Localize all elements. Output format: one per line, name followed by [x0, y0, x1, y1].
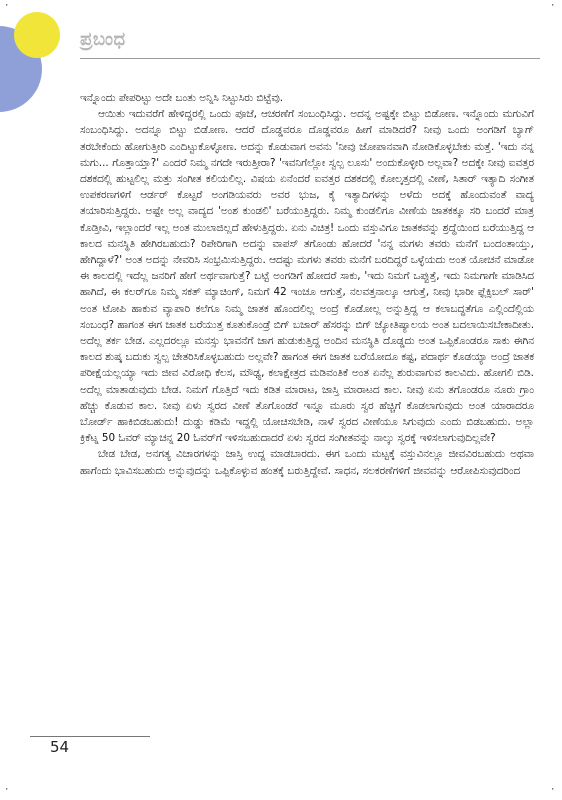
decorative-yellow-circle	[14, 12, 60, 58]
crop-mark-icon: ·	[550, 1, 556, 11]
paragraph: ಇನ್ನೊಂದು ಪೇಪರಿಟ್ಟು ಅದೇ ಬಂತು ಅನ್ನಿಸಿ ನಿಟ್ಟುಸಿರು ಬಿಟ್ಟೆವು.	[80, 92, 284, 104]
paragraph: ಬೇಡ ಬೇಡ, ಅನಗತ್ಯ ವಿಚಾರಗಳನ್ನು ಜಾಸ್ತಿ ಉದ್ದ ಮಾಡಬಾರದು. ಈಗ ಒಂದು ಮಟ್ಟಕ್ಕೆ ವಸ್ತುವಿನಲ್ಲೂ ಜೀವವಿರಬಹುದು ಅಥವಾ ಹಾಗೆಂದು ಭಾವಿಸಬಹುದು ಅನ್ನುವುದನ್ನು ಒಪ್ಪಿಕೊಳ್ಳುವ ಹಂತಕ್ಕೆ ಬರುತ್ತಿದ್ದೇವೆ. ಸಾಧನ, ಸಲಕರಣೆಗಳಿಗೆ ಜೀವವನ್ನು ಆರೋಪಿಸುವುದರಿಂದ	[80, 448, 534, 477]
header-divider	[80, 58, 540, 59]
crop-mark-icon: ·	[4, 785, 10, 795]
crop-mark-icon: ·	[550, 785, 556, 795]
section-title: ಪ್ರಬಂಧ	[80, 29, 126, 50]
footer-divider	[30, 736, 150, 737]
paragraph: ಆಯಿತು ಇದುವರೆಗೆ ಹೇಳಿದ್ದರಲ್ಲಿ ಒಂದು ಪೂಜೆ, ಆಚರಣೆಗೆ ಸಂಬಂಧಿಸಿದ್ದು. ಅದನ್ನ ಅಷ್ಟಕ್ಕೇ ಬಿಟ್ಟು ಬಿಡೋಣ. ಇನ್ನೊಂದು ಮಗುವಿಗೆ ಸಂಬಂಧಿಸಿದ್ದು. ಅದನ್ನೂ ಬಿಟ್ಟು ಬಿಡೋಣ. ಆದರೆ ದೊಡ್ಡವರೂ ದೊಡ್ಡವರೂ ಹೀಗೆ ಮಾಡಿದರೆ? ನೀವು ಒಂದು ಅಂಗಡಿಗೆ ಬ್ಯಾಗ್ ತರಬೇಕೆಂದು ಹೋಗುತ್ತೀರಿ ಎಂದಿಟ್ಟುಕೊಳ್ಳೋಣ. ಅದನ್ನು ಕೊಡುವಾಗ ಅವನು 'ನೀವು ಜೋಪಾನವಾಗಿ ನೋಡಿಕೊಳ್ಳಬೇಕು ಮತ್ತೆ. 'ಇದು ನನ್ನ ಮಗು... ಗೊತ್ತಾಯ್ತಾ?' ಎಂದರೆ ನಿಮ್ಮ ನಗದೇ ಇರುತ್ತೀರಾ? 'ಇವನಿಗೆಲ್ಲೋ ಸ್ವಲ್ಪ ಲೂಸು' ಅಂದುಕೊಳ್ಳೀರಿ ಅಲ್ಲವಾ? ಅದಕ್ಕೇ ನೀವು ಐವತ್ತರ ದಶಕದಲ್ಲಿ ಹುಟ್ಟಲಿಲ್ಲ ಮತ್ತು ಸಂಗೀತ ಕಲಿಯಲಿಲ್ಲ. ವಿಷಯ ಏನೆಂದರೆ ಐವತ್ತರ ದಶಕದಲ್ಲಿ ಕೋಲ್ಕತ್ತದಲ್ಲಿ ವೀಣೆ, ಸಿತಾರ್ ಇತ್ಯಾದಿ ಸಂಗೀತ ಉಪಕರಣಗಳಿಗೆ ಆರ್ಡರ್ ಕೊಟ್ಟರೆ ಅಂಗಡಿಯವರು ಅವರ ಭುಜ, ಕೈ ಇತ್ಯಾದಿಗಳನ್ನು ಅಳೆದು ಅದಕ್ಕೆ ಹೊಂದುವಂತೆ ವಾದ್ಯ ತಯಾರಿಸುತ್ತಿದ್ದರು. ಅಷ್ಟೇ ಅಲ್ಲ ವಾದ್ಯದ 'ಅಂಶ ಕುಂಡಲಿ' ಬರೆಯುತ್ತಿದ್ದರು. ನಿಮ್ಮ ಕುಂಡಲಿಗೂ ವೀಣೆಯ ಜಾತಕಕ್ಕೂ ಸರಿ ಬಂದರೆ ಮಾತ್ರ ಕೊಡ್ತೀವಿ, ಇಲ್ಲಾಂದರೆ ಇಲ್ಲ ಅಂತ ಮುಲಾಜಿಲ್ಲದೆ ಹೇಳುತ್ತಿದ್ದರು. ಏನು ವಿಚಿತ್ರ! ಒಂದು ವಸ್ತುವಿಗೂ ಜಾತಕವನ್ನು ಶ್ರದ್ಧೆಯಿಂದ ಬರೆಯುತ್ತಿದ್ದ ಆ ಕಾಲದ ಮನಸ್ಥಿತಿ ಹೇಗಿರಬಹುದು? ರಿಪೇರಿಗಾಗಿ ಅದನ್ನು ವಾಪಸ್ ತಗೊಂಡು ಹೋದರೆ 'ನನ್ನ ಮಗಳು ತವರು ಮನೆಗೆ ಬಂದಂತಾಯ್ತು, ಹೇಗಿದ್ದಾಳೆ?' ಅಂತ ಅದನ್ನು ನೇವರಿಸಿ ಸಂಭ್ರಮಿಸುತ್ತಿದ್ದರು. ಆದಷ್ಟು ಮಗಳು ತವರು ಮನೆಗೆ ಬರದಿದ್ದರೆ ಒಳ್ಳೆಯದು ಅಂತ ಯೋಚನೆ ಮಾಡೋ ಈ ಕಾಲದಲ್ಲಿ ಇದೆಲ್ಲ ಜನರಿಗೆ ಹೇಗೆ ಅರ್ಥವಾಗುತ್ತೆ? ಬಟ್ಟೆ ಅಂಗಡಿಗೆ ಹೋದರೆ ಸಾಕು, 'ಇದು ನಿಮಗೆ ಒಪ್ಪುತ್ತೆ, ಇದು ನಿಮಗಾಗೇ ಮಾಡಿಸಿದ ಹಾಗಿದೆ, ಈ ಕಲರ್‌ಗೂ ನಿಮ್ಮ ಸಕತ್ ಮ್ಯಾಚಿಂಗ್, ನಿಮಗೆ 42 ಇಂಚೂ ಆಗುತ್ತೆ, ನಲವತ್ತನಾಲ್ಕೂ ಆಗುತ್ತೆ, ನೀವು ಭಾರೀ ಫ್ಲೆಕ್ಸಿಬಲ್ ಸಾರ್' ಅಂತ ಟೋಪಿ ಹಾಕುವ ವ್ಯಾಪಾರಿ ಕಲೆಗೂ ನಿಮ್ಮ ಜಾತಕ ಹೊಂದಲಿಲ್ಲ ಅಂದ್ರೆ ಕೊಡೋಲ್ಲ ಅನ್ನುತ್ತಿದ್ದ ಆ ಕಲಾಬದ್ಧತೆಗೂ ಎಲ್ಲಿಂದೆಲ್ಲಿಯ ಸಂಬಂಧ? ಹಾಗಂತ ಈಗ ಜಾತಕ ಬರೆಯುತ್ತ ಕೂತುಕೊಂಡ್ರೆ ಬಿಗ್ ಬಜಾರ್ ಹೆಸರನ್ನು ಬಿಗ್ ಜ್ಯೋತಿಷ್ಯಾಲಯ ಅಂತ ಬದಲಾಯಿಸಬೇಕಾದೀತು. ಅದೆಲ್ಲ ತರ್ಕ ಬೇಡ. ಎಲ್ಲದರಲ್ಲೂ ಮನಸ್ಸು ಭಾವನೆಗೆ ಜಾಗ ಹುಡುಕುತ್ತಿದ್ದ ಅಂದಿನ ಮನಸ್ಥಿತಿ ದೊಡ್ಡದು ಅಂತ ಒಪ್ಪಿಕೊಂಡರೂ ಸಾಕು ಈಗಿನ ಕಾಲದ ಶುಷ್ಕ ಬದುಕು ಸ್ವಲ್ಪ ಚೇತರಿಸಿಕೊಳ್ಳಬಹುದು ಅಲ್ಲವೇ? ಹಾಗಂತ ಈಗ ಜಾತಕ ಬರೆಯೋದೂ ಕಷ್ಟ, ಪದಾರ್ಥ ಕೊಡಯ್ಯಾ ಅಂದ್ರೆ ಜಾತಕ ಪರೀಕ್ಷೆಯಲ್ಲಯ್ಯಾ ಇದು ಜೀವ ವಿರೋಧಿ ಕೆಲಸ, ಮೌಢ್ಯ, ಕಲಾಕ್ಷೇತ್ರದ ಮಡಿವಂತಿಕೆ ಅಂತ ಏನೆಲ್ಲ ಶುರುವಾಗುವ ಕಾಲವಿದು. ಹೋಗಲಿ ಬಿಡಿ. ಅದೆಲ್ಲ ಮಾತಾಡುವುದು ಬೇಡ. ನಿಮಗೆ ಗೊತ್ತಿದೆ ಇದು ಕಡಿತ ಮಾರಾಟ, ಜಾಸ್ತಿ ಮಾರಾಟದ ಕಾಲ. ನೀವು ಏನು ತಗೊಂಡರೂ ನೂರು ಗ್ರಾಂ ಹೆಚ್ಚು ಕೊಡುವ ಕಾಲ. ನೀವು ಏಳು ಸ್ವರದ ವೀಣೆ ತೊಗೊಂಡರೆ ಇನ್ನೂ ಮೂರು ಸ್ವರ ಹೆಚ್ಚಿಗೆ ಕೊಡಲಾಗುವುದು ಅಂತ ಯಾರಾದರೂ ಬೋರ್ಡ್ ಹಾಕಿಬಿಡಬಹುದು! ದುಡ್ಡು ಕಡಿಮೆ ಇದ್ದಲ್ಲಿ ಯೋಚಿಸಬೇಡಿ, ನಾಳೆ ಸ್ವರದ ವೀಣೆಯೂ ಸಿಗುವುದು ಎಂದು ಬಿಡಬಹುದು. ಅಲ್ಲಾ ಕ್ರಿಕೆಟ್ನ 50 ಓವರ್ ಮ್ಯಾಚನ್ನ 20 ಓವರ್‌ಗೆ ಇಳಿಸಬಹುದಾದರೆ ಏಳು ಸ್ವರದ ಸಂಗೀತವನ್ನು ನಾಲ್ಕು ಸ್ವರಕ್ಕೆ ಇಳಿಸಲಾಗುವುದಿಲ್ಲವೇ?	[80, 108, 534, 445]
article-body	[80, 90, 534, 746]
page-number: 54	[50, 738, 70, 756]
crop-mark-icon: ·	[4, 1, 10, 11]
